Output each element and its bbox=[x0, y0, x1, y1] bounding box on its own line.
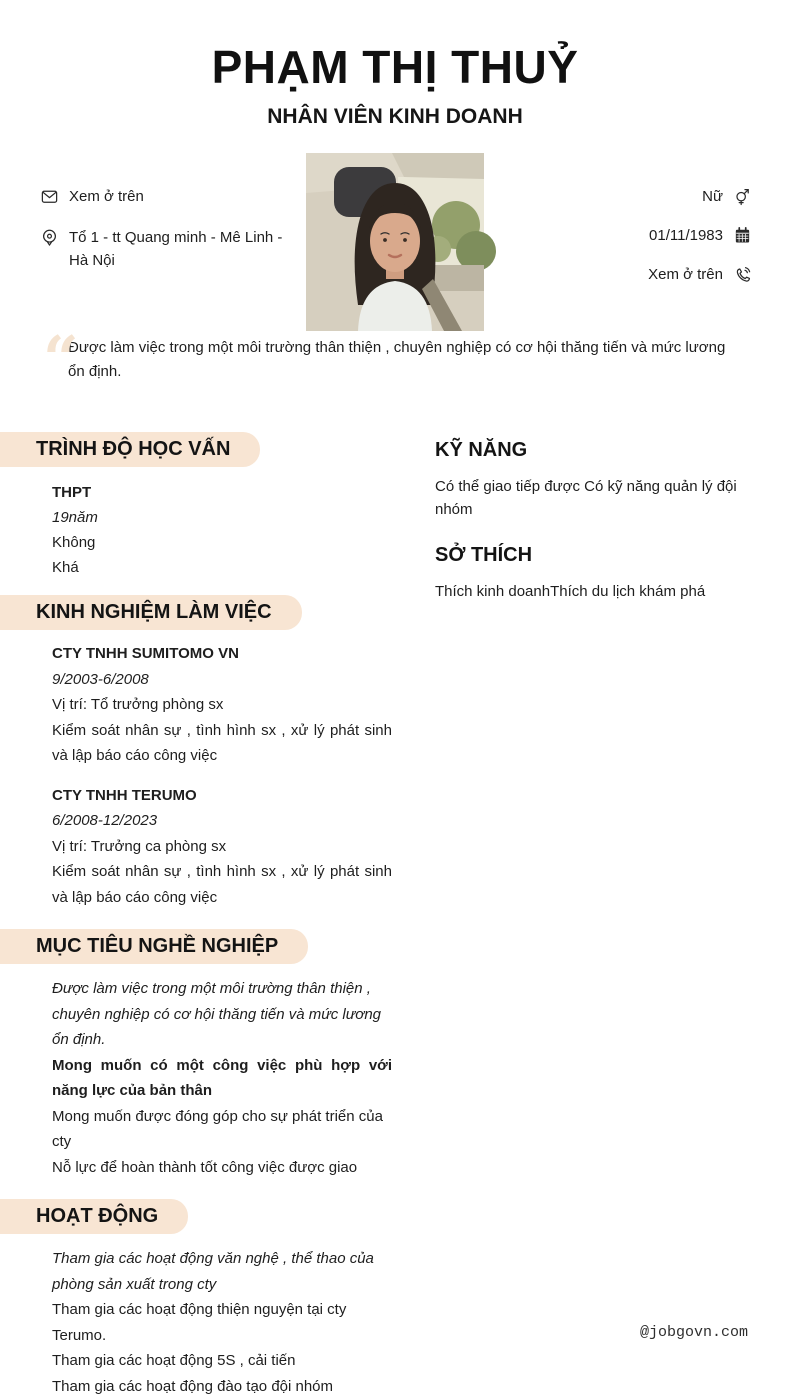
job-company: CTY TNHH SUMITOMO VN bbox=[52, 641, 392, 667]
contact-right bbox=[648, 185, 752, 302]
right-column bbox=[435, 432, 790, 603]
main-columns bbox=[0, 432, 790, 1399]
contact-dob-row bbox=[648, 224, 752, 247]
activities-list bbox=[52, 1246, 392, 1399]
address-value: Tổ 1 - tt Quang minh - Mê Linh - Hà Nội bbox=[69, 226, 291, 272]
objective-item: Mong muốn có một công việc phù hợp với năng lực của bản thân bbox=[52, 1053, 392, 1104]
objective-item: Được làm việc trong một môi trường thân thiện , chuyên nghiệp có cơ hội thăng tiến và mức lương ổn định. bbox=[52, 976, 392, 1053]
skills-heading: KỸ NĂNG bbox=[435, 439, 750, 462]
contact-address-row bbox=[40, 226, 300, 272]
skills-text: Có thể giao tiếp được Có kỹ năng quản lý đội nhóm bbox=[435, 475, 750, 521]
experience-job bbox=[52, 641, 392, 769]
quote-text: Được làm việc trong một môi trường thân thiện , chuyên nghiệp có cơ hội thăng tiến và mức lương ổn định. bbox=[68, 336, 730, 383]
watermark: @jobgovn.com bbox=[640, 1324, 748, 1341]
envelope-icon bbox=[40, 187, 59, 206]
education-heading: TRÌNH ĐỘ HỌC VẤN bbox=[0, 432, 260, 467]
section-education bbox=[0, 432, 435, 580]
section-experience bbox=[0, 580, 435, 910]
experience-list bbox=[52, 641, 392, 910]
education-major: Không bbox=[52, 530, 392, 555]
gender-symbol-icon bbox=[733, 187, 752, 206]
education-school: THPT bbox=[52, 480, 392, 505]
phone-call-icon bbox=[733, 265, 752, 284]
phone-value: Xem ở trên bbox=[648, 263, 723, 286]
job-position: Vị trí: Trưởng ca phòng sx bbox=[52, 834, 392, 860]
email-value: Xem ở trên bbox=[69, 185, 144, 208]
objective-item: Nỗ lực để hoàn thành tốt công việc được giao bbox=[52, 1155, 392, 1181]
location-pin-icon bbox=[40, 228, 59, 247]
activities-heading: HOẠT ĐỘNG bbox=[0, 1199, 188, 1234]
dob-value: 01/11/1983 bbox=[649, 224, 723, 247]
contact-email-row bbox=[40, 185, 300, 208]
activity-item: Tham gia các hoạt động thiện nguyện tại cty Terumo. bbox=[52, 1297, 392, 1348]
candidate-name: PHẠM THỊ THUỶ bbox=[0, 40, 790, 94]
activity-item: Tham gia các hoạt động đào tạo đội nhóm bbox=[52, 1374, 392, 1399]
job-position: Vị trí: Tổ trưởng phòng sx bbox=[52, 692, 392, 718]
activity-item: Tham gia các hoạt động văn nghệ , thể thao của phòng sản xuất trong cty bbox=[52, 1246, 392, 1297]
job-description: Kiểm soát nhân sự , tình hình sx , xử lý phát sinh và lập báo cáo công việc bbox=[52, 859, 392, 910]
job-period: 9/2003-6/2008 bbox=[52, 667, 392, 693]
job-period: 6/2008-12/2023 bbox=[52, 808, 392, 834]
experience-job bbox=[52, 783, 392, 911]
left-column bbox=[0, 432, 435, 1399]
objective-heading: MỤC TIÊU NGHỀ NGHIỆP bbox=[0, 929, 308, 964]
contact-phone-row bbox=[648, 263, 752, 286]
section-activities bbox=[0, 1180, 435, 1399]
hobbies-heading: SỞ THÍCH bbox=[435, 544, 750, 567]
education-duration: 19năm bbox=[52, 505, 392, 530]
experience-heading: KINH NGHIỆM LÀM VIỆC bbox=[0, 595, 302, 630]
contact-gender-row bbox=[648, 185, 752, 208]
education-grade: Khá bbox=[52, 555, 392, 580]
education-list bbox=[52, 480, 392, 580]
section-objective bbox=[0, 910, 435, 1180]
job-title: NHÂN VIÊN KINH DOANH bbox=[0, 105, 790, 129]
gender-value: Nữ bbox=[702, 185, 723, 208]
avatar bbox=[306, 153, 484, 331]
avatar-illustration bbox=[306, 153, 484, 331]
intro-quote bbox=[45, 336, 745, 383]
contact-left bbox=[40, 185, 300, 290]
hobbies-text: Thích kinh doanhThích du lịch khám phá bbox=[435, 580, 750, 603]
activity-item: Tham gia các hoạt động 5S , cải tiến bbox=[52, 1348, 392, 1374]
calendar-icon bbox=[733, 226, 752, 245]
quote-mark-icon: “ bbox=[43, 328, 79, 390]
job-company: CTY TNHH TERUMO bbox=[52, 783, 392, 809]
job-description: Kiểm soát nhân sự , tình hình sx , xử lý phát sinh và lập báo cáo công việc bbox=[52, 718, 392, 769]
objective-item: Mong muốn được đóng góp cho sự phát triển của cty bbox=[52, 1104, 392, 1155]
objective-list bbox=[52, 976, 392, 1180]
